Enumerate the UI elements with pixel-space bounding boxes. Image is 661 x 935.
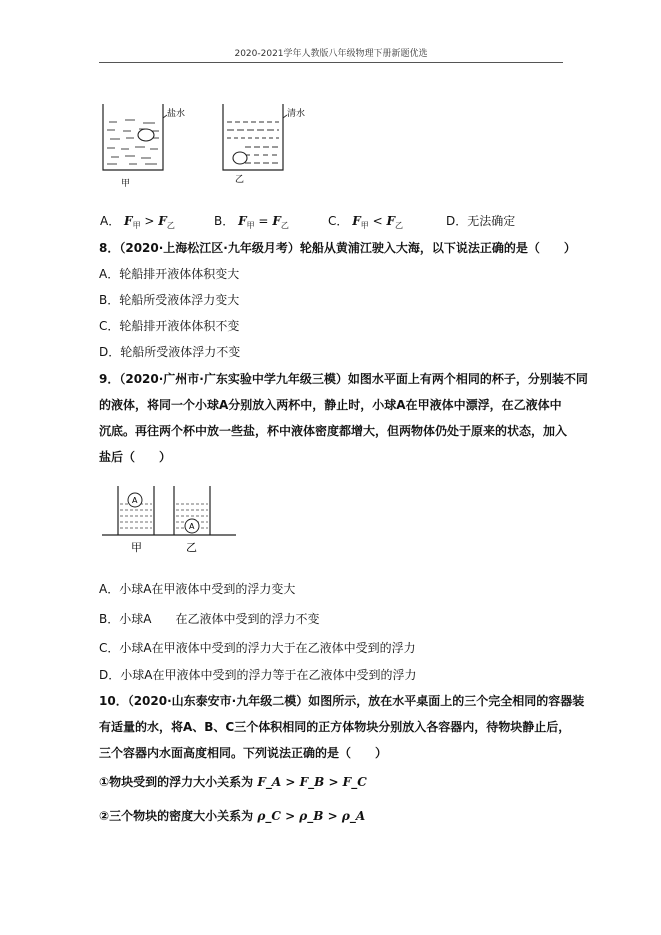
q8-stem: 8．（2020·上海松江区·九年级月考）轮船从黄浦江驶入大海，以下说法正确的是（ ） (99, 241, 576, 255)
saltwater-label: 盐水 (167, 109, 186, 119)
q9-stem-line-3: 沉底。再往两个杯中放一些盐，杯中液体密度都增大，但两物体仍处于原来的状态，加入 (99, 424, 568, 438)
q9-caption-yi: 乙 (186, 541, 197, 554)
q10-stem-line-1: 10．（2020·山东泰安市·九年级二模）如图所示，放在水平桌面上的三个完全相同的容器装 (99, 694, 585, 708)
q7-option-c: C． $F_甲 < F_乙$ (328, 214, 403, 230)
page-header: 2020-2021学年人教版八年级物理下册新题优选 (234, 49, 428, 59)
figure-saltwater-freshwater (95, 98, 315, 198)
q9-caption-jia: 甲 (131, 541, 142, 554)
q9-stem-line-2: 的液体，将同一个小球A分别放入两杯中，静止时，小球A在甲液体中漂浮，在乙液体中 (99, 398, 562, 412)
caption-yi: 乙 (235, 175, 245, 185)
q10-formula-1: F_A > F_B > F_C (257, 775, 367, 789)
q10-item-2: ②三个物块的密度大小关系为 ρ_C > ρ_B > ρ_A (99, 809, 366, 823)
ball-a-label-right: A (189, 522, 195, 531)
q8-option-d: D．轮船所受液体浮力不变 (99, 345, 241, 359)
q10-stem-line-2: 有适量的水，将A、B、C三个体积相同的正方体物块分别放入各容器内，待物块静止后， (99, 720, 571, 734)
q9-option-c: C．小球A在甲液体中受到的浮力大于在乙液体中受到的浮力 (99, 641, 416, 655)
saltwater-lines (107, 120, 159, 164)
figure-two-cups-ball (100, 480, 240, 558)
q9-stem-line-4: 盐后（ ） (99, 450, 172, 464)
caption-jia: 甲 (121, 179, 131, 189)
q7-option-a: A． $F_甲 > F_乙$ (100, 214, 175, 230)
q10-stem-line-3: 三个容器内水面高度相同。下列说法正确的是（ ） (99, 746, 388, 760)
q8-option-a: A．轮船排开液体体积变大 (99, 267, 240, 281)
q9-stem-line-1: 9．（2020·广州市·广东实验中学九年级三模）如图水平面上有两个相同的杯子，分别装不同 (99, 372, 588, 386)
sunk-ball-right (233, 152, 247, 164)
q10-formula-2: ρ_C > ρ_B > ρ_A (257, 809, 366, 823)
q7-option-d: D．无法确定 (446, 214, 516, 228)
q9-option-b: B．小球A 在乙液体中受到的浮力不变 (99, 612, 320, 626)
q10-item-1: ①物块受到的浮力大小关系为 F_A > F_B > F_C (99, 775, 367, 789)
header-rule (99, 62, 563, 63)
q8-option-b: B．轮船所受液体浮力变大 (99, 293, 240, 307)
q9-option-a: A．小球A在甲液体中受到的浮力变大 (99, 582, 296, 596)
ball-a-label-left: A (132, 496, 138, 505)
q7-option-b: B． $F_甲 = F_乙$ (214, 214, 289, 230)
freshwater-label: 清水 (287, 109, 306, 119)
floating-ball-left (138, 129, 154, 141)
left-cup-liquid (120, 504, 152, 528)
q9-option-d: D．小球A在甲液体中受到的浮力等于在乙液体中受到的浮力 (99, 668, 417, 682)
q8-option-c: C．轮船排开液体体积不变 (99, 319, 240, 333)
